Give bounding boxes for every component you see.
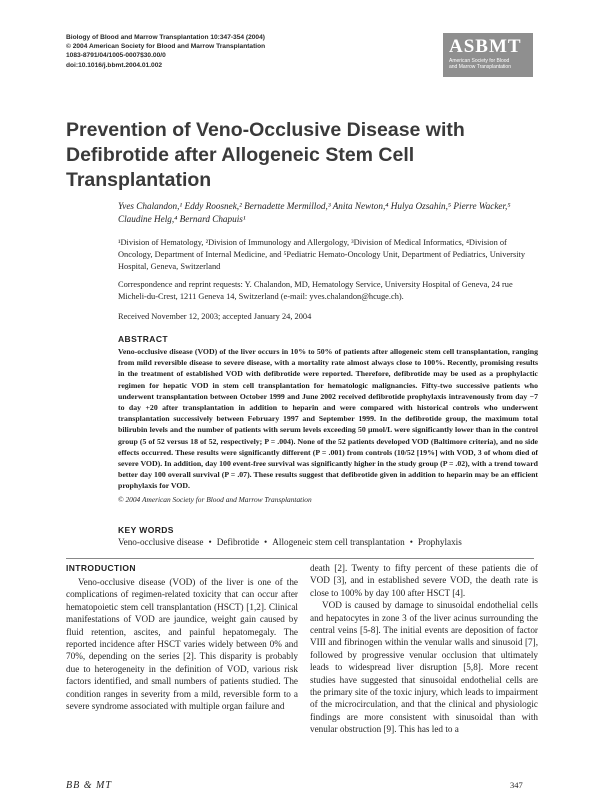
abstract-heading: ABSTRACT — [118, 334, 168, 344]
intro-paragraph-2: VOD is caused by damage to sinusoidal endothelial cells and hepatocytes in zone 3 of the liver acinus surrounding the central veins [5-8]. The initial events are deposition of factor VIII and fibrinogen within the venular walls and sinusoid [7], followed by progressive venular occlusion that ultimately leads to widespread liver disruption [5,8]. More recent studies have suggested that sinusoidal endothelial cells are the primary site of the toxic injury, which leads to impairment of the microcirculation, and that the clinical and physiologic findings are more consistent with sinusoidal than with venular obstruction [9]. This has led to a — [310, 600, 538, 735]
body-column-right — [310, 562, 538, 736]
logo-subtitle — [449, 58, 527, 70]
keyword-item: Prophylaxis — [417, 537, 462, 547]
introduction-heading: INTRODUCTION — [66, 563, 136, 573]
keyword-item: Veno-occlusive disease — [118, 537, 204, 547]
author-list: Yves Chalandon,¹ Eddy Roosnek,² Bernadette Mermillod,³ Anita Newton,⁴ Hulya Ozsahin,⁵ Pierre Wacker,⁵ Claudine Helg,⁴ Bernard Chapuis¹ — [118, 201, 511, 224]
footer-journal-abbrev: BB & MT — [66, 780, 112, 791]
journal-citation — [66, 33, 366, 70]
asbmt-logo — [443, 33, 533, 77]
logo-subtitle-line-2: and Marrow Transplantation — [449, 64, 511, 70]
body-column-left — [66, 576, 298, 712]
abstract-body: Veno-occlusive disease (VOD) of the liver occurs in 10% to 50% of patients after allogeneic stem cell transplantation, ranging from mild reversible disease to severe disease, with a mortality rate almost always close to 100%. Recently, promising results in the treatment of established VOD with defibrotide were reported. Therefore, defibrotide may be used as a prophylactic regimen for hepatic VOD in stem cell transplantation for hematologic malignancies. Fifty-two successive patients who underwent transplantation between October 1999 and June 2002 received defibrotide prophylaxis intravenously from day −7 to day +20 after transplantation in addition to heparin and were compared with historical controls who underwent transplantation successively between February 1997 and September 1999. In the defibrotide group, the maximum total bilirubin levels and the number of patients with serum levels exceeding 50 μmol/L were significantly lower than in the control group (5 of 52 versus 18 of 52, respectively; P = .004). None of the 52 patients developed VOD (Baltimore criteria), and no side effects occurred. These results were significantly different (P = .001) from controls (10/52 [19%] with VOD, 3 of whom died of severe VOD). In addition, day 100 event-free survival was significantly higher in the study group (P = .02), with a trend toward better day 100 overall survival (P = .07). These results suggest that defibrotide given in addition to heparin may be an efficient prophylaxis for VOD. — [118, 347, 538, 491]
keyword-item: Defibrotide — [216, 537, 260, 547]
keyword-separator: • — [409, 537, 413, 547]
journal-line-4: doi:10.1016/j.bbmt.2004.01.002 — [66, 61, 163, 69]
keywords-heading: KEY WORDS — [118, 525, 174, 535]
journal-line-2: © 2004 American Society for Blood and Marrow Transplantation — [66, 43, 266, 51]
article-title: Prevention of Veno-Occlusive Disease with Defibrotide after Allogeneic Stem Cell Transplantation — [66, 119, 465, 191]
logo-main-text: ASBMT — [449, 36, 522, 57]
keyword-list — [118, 537, 538, 547]
keyword-separator: • — [264, 537, 268, 547]
correspondence: Correspondence and reprint requests: Y. Chalandon, MD, Hematology Service, University Hospital of Geneva, 24 rue Micheli-du-Crest, 1211 Geneva 14, Switzerland (e-mail: yves.chalandon@hcuge.ch). — [118, 280, 513, 301]
keyword-item: Allogeneic stem cell transplantation — [272, 537, 405, 547]
intro-paragraph-1-continued: death [2]. Twenty to fifty percent of these patients die of VOD [3], and in established severe VOD, the death rate is close to 100% by day 100 after HSCT [4]. — [310, 563, 538, 598]
keyword-separator: • — [208, 537, 212, 547]
page-number: 347 — [510, 780, 523, 790]
section-divider — [66, 558, 534, 559]
journal-line-3: 1083-8791/04/1005-0007$30.00/0 — [66, 52, 166, 60]
intro-paragraph-1: Veno-occlusive disease (VOD) of the liver is one of the complications of regimen-related toxicity that can occur after hematopoietic stem cell transplantation (HSCT) [1,2]. Clinical manifestations of VOD are jaundice, weight gain caused by fluid retention, ascites, and painful hepatomegaly. The reported incidence after HSCT varies widely between 0% and 70%, depending on the series [2]. This disparity is probably due to heterogeneity in the definition of VOD, various risk factors identified, and small numbers of patients studied. The condition ranges in severity from a mild, reversible form to a severe syndrome associated with multiple organ failure and — [66, 577, 298, 712]
logo-subtitle-line-1: American Society for Blood — [449, 58, 510, 64]
affiliations: ¹Division of Hematology, ²Division of Immunology and Allergology, ³Division of Medical Informatics, ⁴Division of Oncology, Department of Internal Medicine, and ⁵Pediatric Hemato-Oncology Unit, Department of Pediatrics, University Hospital, Geneva, Switzerland — [118, 238, 526, 271]
received-dates: Received November 12, 2003; accepted January 24, 2004 — [118, 312, 312, 321]
journal-line-1: Biology of Blood and Marrow Transplantation 10:347-354 (2004) — [66, 34, 265, 41]
copyright-notice: © 2004 American Society for Blood and Marrow Transplantation — [118, 495, 312, 504]
